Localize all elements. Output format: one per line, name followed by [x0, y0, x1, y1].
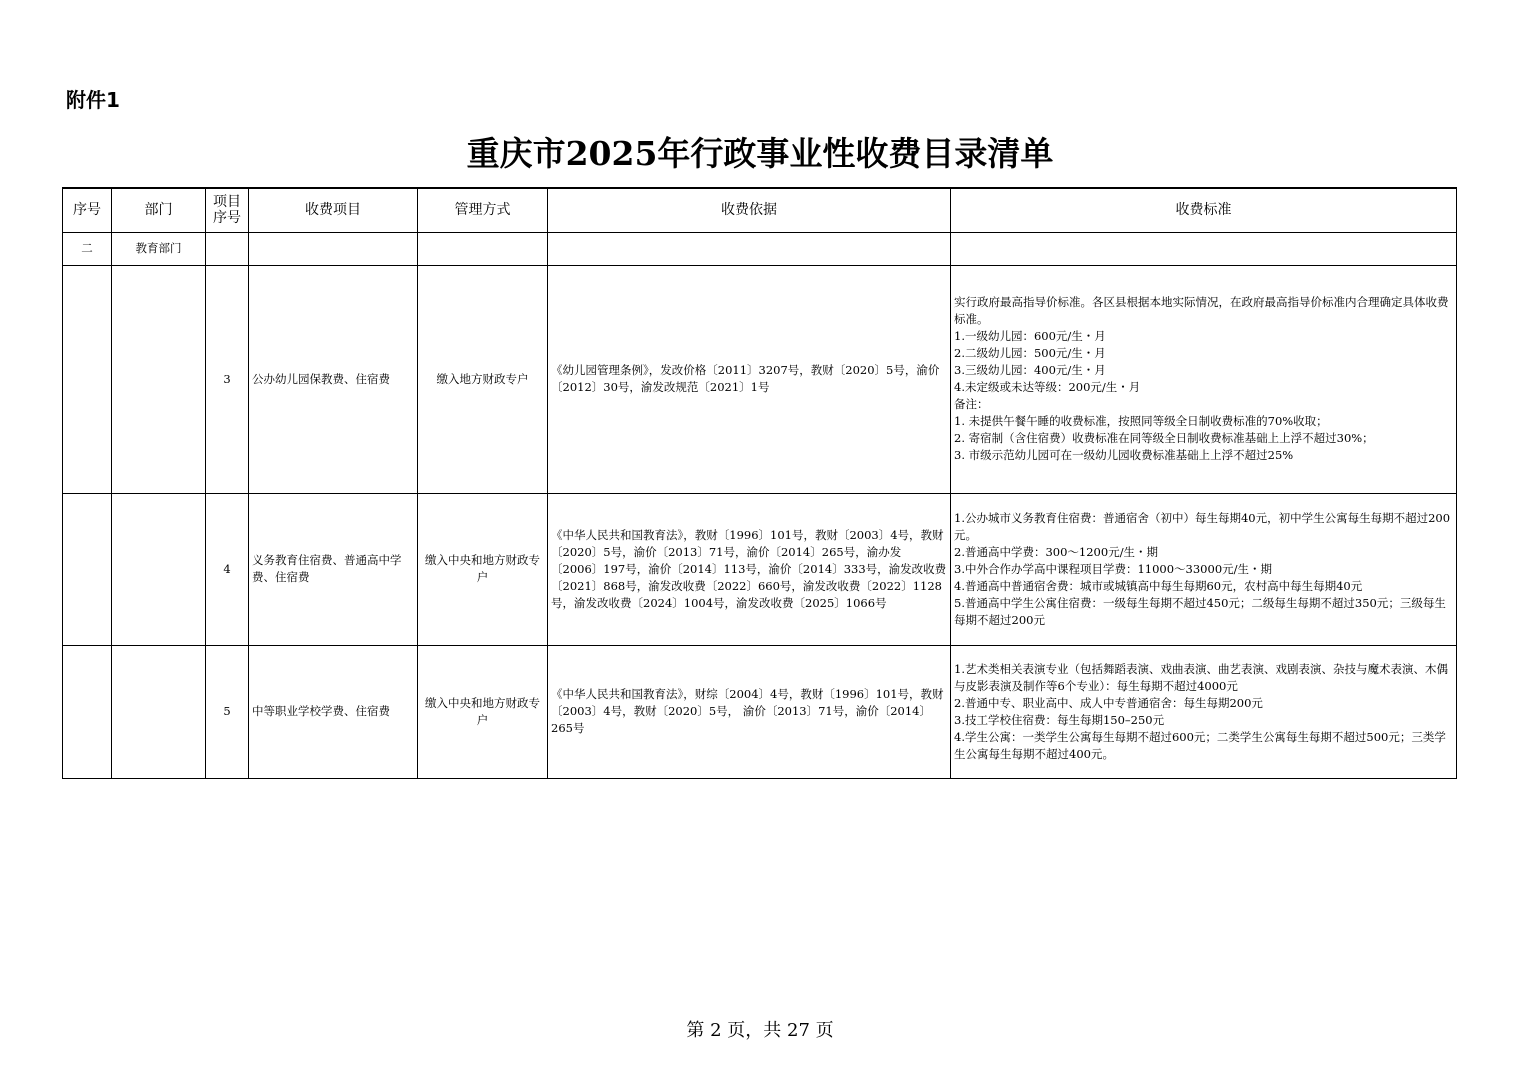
- standard-line: 1. 未提供午餐午睡的收费标准，按照同等级全日制收费标准的70%收取；: [954, 414, 1328, 428]
- department-row: [63, 232, 1457, 265]
- standard-line: 3.中外合作办学高中课程项目学费：11000～33000元/生・期: [954, 561, 1273, 576]
- header-dept: 部门: [112, 188, 206, 232]
- standard-line: 3.技工学校住宿费：每生每期150–250元: [954, 712, 1165, 727]
- standard-line: 1.公办城市义务教育住宿费：普通宿舍（初中）每生每期40元，初中学生公寓每生每期不超过200元。: [954, 510, 1451, 542]
- fee-table: [62, 187, 1457, 779]
- table-row: [63, 265, 1457, 493]
- management-method: 缴入中央和地方财政专户: [418, 645, 548, 778]
- header-seq: 序号: [63, 188, 112, 232]
- header-basis: 收费依据: [548, 188, 951, 232]
- header-item-seq: [206, 188, 249, 232]
- department-name: 教育部门: [112, 232, 206, 265]
- fee-standard: [951, 645, 1457, 778]
- empty-cell: [548, 232, 951, 265]
- header-item: 收费项目: [249, 188, 418, 232]
- standard-line: 3. 市级示范幼儿园可在一级幼儿园收费标准基础上上浮不超过25%: [954, 448, 1294, 462]
- attachment-label: 附件1: [66, 88, 120, 112]
- fee-basis: 《中华人民共和国教育法》，教财〔1996〕101号，教财〔2003〕4号，教财〔2020〕5号，渝价〔2013〕71号，渝价〔2014〕265号，渝办发〔2006〕197号，渝价〔2014〕113号，渝价〔2014〕333号，渝发改收费〔2021〕868号，渝发改收费〔2022〕660号，渝发改收费〔2022〕1128号，渝发改收费〔2024〕1004号，渝发改收费〔2025〕1066号: [548, 493, 951, 645]
- empty-cell: [249, 232, 418, 265]
- standard-line: 备注：: [954, 397, 989, 411]
- header-standard: 收费标准: [951, 188, 1457, 232]
- management-method: 缴入中央和地方财政专户: [418, 493, 548, 645]
- empty-cell: [63, 645, 112, 778]
- management-method: 缴入地方财政专户: [418, 265, 548, 493]
- standard-line: 3.三级幼儿园：400元/生・月: [954, 363, 1106, 377]
- empty-cell: [112, 645, 206, 778]
- header-mgmt: 管理方式: [418, 188, 548, 232]
- empty-cell: [63, 265, 112, 493]
- empty-cell: [418, 232, 548, 265]
- standard-line: 2.普通中专、职业高中、成人中专普通宿舍：每生每期200元: [954, 695, 1263, 710]
- standard-line: 实行政府最高指导价标准。各区县根据本地实际情况，在政府最高指导价标准内合理确定具体收费标准。: [954, 295, 1449, 326]
- fee-item: 公办幼儿园保教费、住宿费: [249, 265, 418, 493]
- empty-cell: [206, 232, 249, 265]
- item-number: 3: [206, 265, 249, 493]
- empty-cell: [112, 493, 206, 645]
- page-title: 重庆市2025年行政事业性收费目录清单: [466, 134, 1054, 173]
- fee-basis: 《幼儿园管理条例》，发改价格〔2011〕3207号，教财〔2020〕5号，渝价〔2012〕30号，渝发改规范〔2021〕1号: [548, 265, 951, 493]
- standard-line: 4.未定级或未达等级：200元/生・月: [954, 380, 1141, 394]
- standard-line: 2.普通高中学费：300～1200元/生・期: [954, 544, 1159, 559]
- standard-line: 4.普通高中普通宿舍费：城市或城镇高中每生每期60元，农村高中每生每期40元: [954, 578, 1363, 593]
- header-item-seq-line1: 项目: [213, 194, 241, 211]
- standard-line: 2. 寄宿制（含住宿费）收费标准在同等级全日制收费标准基础上上浮不超过30%；: [954, 431, 1374, 445]
- department-seq: 二: [63, 232, 112, 265]
- fee-item: 义务教育住宿费、普通高中学费、住宿费: [249, 493, 418, 645]
- fee-item: 中等职业学校学费、住宿费: [249, 645, 418, 778]
- standard-line: 1.一级幼儿园：600元/生・月: [954, 329, 1106, 343]
- table-row: [63, 645, 1457, 778]
- fee-basis: 《中华人民共和国教育法》，财综〔2004〕4号，教财〔1996〕101号，教财〔2003〕4号，教财〔2020〕5号， 渝价〔2013〕71号，渝价〔2014〕265号: [548, 645, 951, 778]
- standard-line: 4.学生公寓：一类学生公寓每生每期不超过600元；二类学生公寓每生每期不超过500元；三类学生公寓每生每期不超过400元。: [954, 729, 1446, 761]
- page-footer: 第 2 页，共 27 页: [686, 1020, 834, 1041]
- fee-standard: [951, 265, 1457, 493]
- fee-standard: [951, 493, 1457, 645]
- standard-line: 2.二级幼儿园：500元/生・月: [954, 346, 1106, 360]
- empty-cell: [951, 232, 1457, 265]
- header-item-seq-line2: 序号: [213, 210, 241, 227]
- empty-cell: [63, 493, 112, 645]
- item-number: 4: [206, 493, 249, 645]
- table-row: [63, 493, 1457, 645]
- item-number: 5: [206, 645, 249, 778]
- empty-cell: [112, 265, 206, 493]
- table-header-row: [63, 188, 1457, 232]
- standard-line: 1.艺术类相关表演专业（包括舞蹈表演、戏曲表演、曲艺表演、戏剧表演、杂技与魔术表演、木偶与皮影表演及制作等6个专业）：每生每期不超过4000元: [954, 661, 1448, 693]
- standard-line: 5.普通高中学生公寓住宿费：一级每生每期不超过450元；二级每生每期不超过350元；三级每生每期不超过200元: [954, 595, 1446, 627]
